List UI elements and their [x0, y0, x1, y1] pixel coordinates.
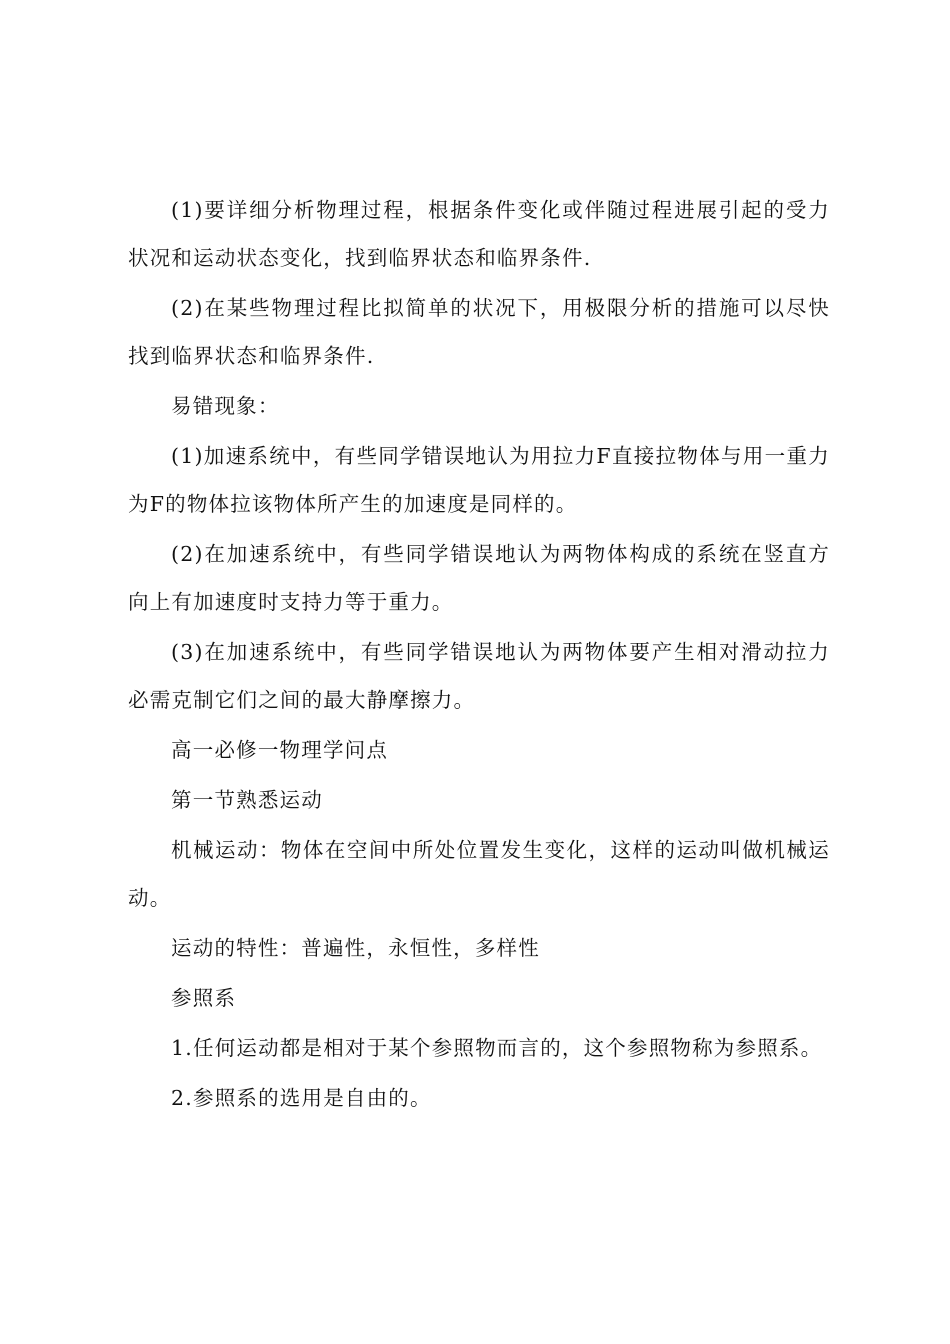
- heading-reference-frame: 参照系: [171, 986, 237, 1010]
- heading-common-mistakes: 易错现象：: [171, 394, 280, 418]
- paragraph-motion-properties: 运动的特性：普遍性，永恒性，多样性: [171, 936, 540, 960]
- paragraph-mistake-2: (2)在加速系统中，有些同学错误地认为两物体构成的系统在竖直方向上有加速度时支持力等于重力。: [128, 542, 830, 614]
- paragraph-mechanical-motion: 机械运动：物体在空间中所处位置发生变化，这样的运动叫做机械运动。: [128, 838, 830, 910]
- paragraph-limit-analysis: (2)在某些物理过程比拟简单的状况下，用极限分析的措施可以尽快找到临界状态和临界条件.: [128, 296, 830, 368]
- paragraph-mistake-1: (1)加速系统中，有些同学错误地认为用拉力F直接拉物体与用一重力为F的物体拉该物体所产生的加速度是同样的。: [128, 444, 830, 516]
- document-body: [128, 186, 830, 1124]
- heading-section-1: 第一节熟悉运动: [171, 788, 323, 812]
- heading-physics-knowledge: 高一必修一物理学问点: [171, 738, 389, 762]
- paragraph-reference-1: 1.任何运动都是相对于某个参照物而言的，这个参照物称为参照系。: [171, 1036, 823, 1060]
- paragraph-critical-analysis: (1)要详细分析物理过程，根据条件变化或伴随过程进展引起的受力状况和运动状态变化，找到临界状态和临界条件.: [128, 198, 830, 270]
- paragraph-reference-2: 2.参照系的选用是自由的。: [171, 1086, 432, 1110]
- paragraph-mistake-3: (3)在加速系统中，有些同学错误地认为两物体要产生相对滑动拉力必需克制它们之间的最大静摩擦力。: [128, 640, 830, 712]
